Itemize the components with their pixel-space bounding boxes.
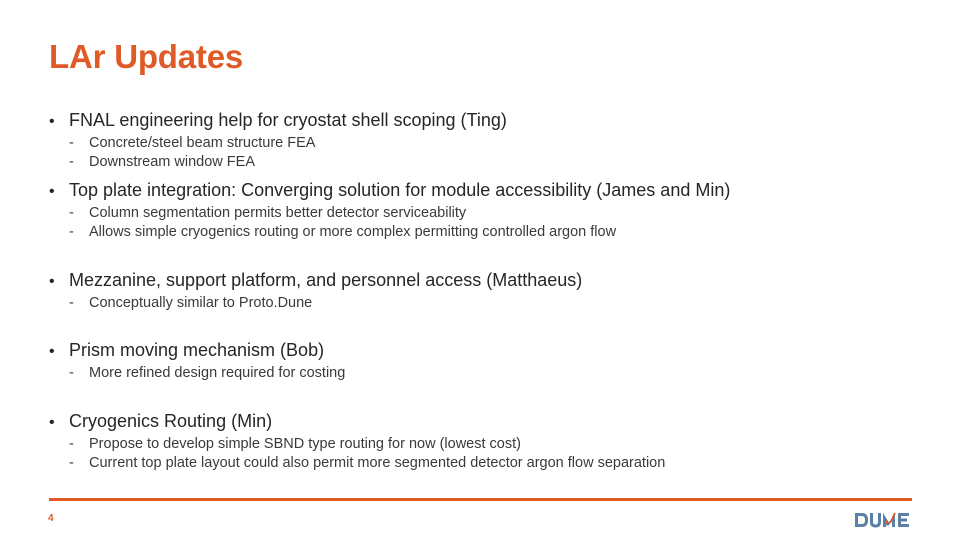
sub-glyph: - <box>69 135 74 151</box>
bullet-glyph: • <box>49 183 55 200</box>
bullet-glyph: • <box>49 113 55 130</box>
sub-text: Conceptually similar to Proto.Dune <box>89 295 313 311</box>
sub-text: Downstream window FEA <box>89 153 255 170</box>
bullet-section <box>49 338 345 383</box>
bullet-item <box>49 268 582 294</box>
sub-glyph: - <box>69 205 74 221</box>
sub-glyph: - <box>69 454 74 471</box>
bullet-item <box>49 338 345 364</box>
bullet-section <box>49 108 507 171</box>
sub-item <box>69 364 345 383</box>
bullet-text: Top plate integration: Converging solution for module accessibility (James and Min) <box>69 180 731 200</box>
sub-item <box>69 223 730 242</box>
sub-text: Current top plate layout could also permit more segmented detector argon flow separation <box>89 454 666 471</box>
bullet-item <box>49 409 665 435</box>
sub-item <box>69 435 665 454</box>
bullet-section <box>49 178 730 241</box>
sub-text: More refined design required for costing <box>89 365 346 381</box>
bullet-text: Prism moving mechanism (Bob) <box>69 340 325 360</box>
slide-title: LAr Updates <box>49 38 243 75</box>
sub-item <box>69 134 507 153</box>
sub-item <box>69 454 665 473</box>
sub-item <box>69 294 582 313</box>
bullet-text: Cryogenics Routing (Min) <box>69 411 273 431</box>
dune-logo-icon <box>852 507 916 533</box>
bullet-glyph: • <box>49 273 55 290</box>
footer-divider <box>49 498 912 501</box>
bullet-text: Mezzanine, support platform, and personnel access (Matthaeus) <box>69 270 583 290</box>
bullet-section <box>49 409 665 472</box>
sub-text: Allows simple cryogenics routing or more complex permitting controlled argon flow <box>89 223 617 240</box>
bullet-item <box>49 178 730 204</box>
sub-glyph: - <box>69 223 74 240</box>
sub-glyph: - <box>69 436 74 452</box>
page-number: 4 <box>48 513 54 524</box>
sub-item <box>69 204 730 223</box>
sub-text: Column segmentation permits better detector serviceability <box>89 205 467 221</box>
sub-glyph: - <box>69 365 74 381</box>
bullet-text: FNAL engineering help for cryostat shell scoping (Ting) <box>69 110 507 130</box>
bullet-item <box>49 108 507 134</box>
bullet-section <box>49 268 582 313</box>
bullet-glyph: • <box>49 414 55 431</box>
sub-glyph: - <box>69 295 74 311</box>
sub-glyph: - <box>69 153 74 170</box>
sub-text: Propose to develop simple SBND type routing for now (lowest cost) <box>89 436 521 452</box>
sub-text: Concrete/steel beam structure FEA <box>89 135 316 151</box>
bullet-glyph: • <box>49 343 55 360</box>
sub-item <box>69 153 507 172</box>
